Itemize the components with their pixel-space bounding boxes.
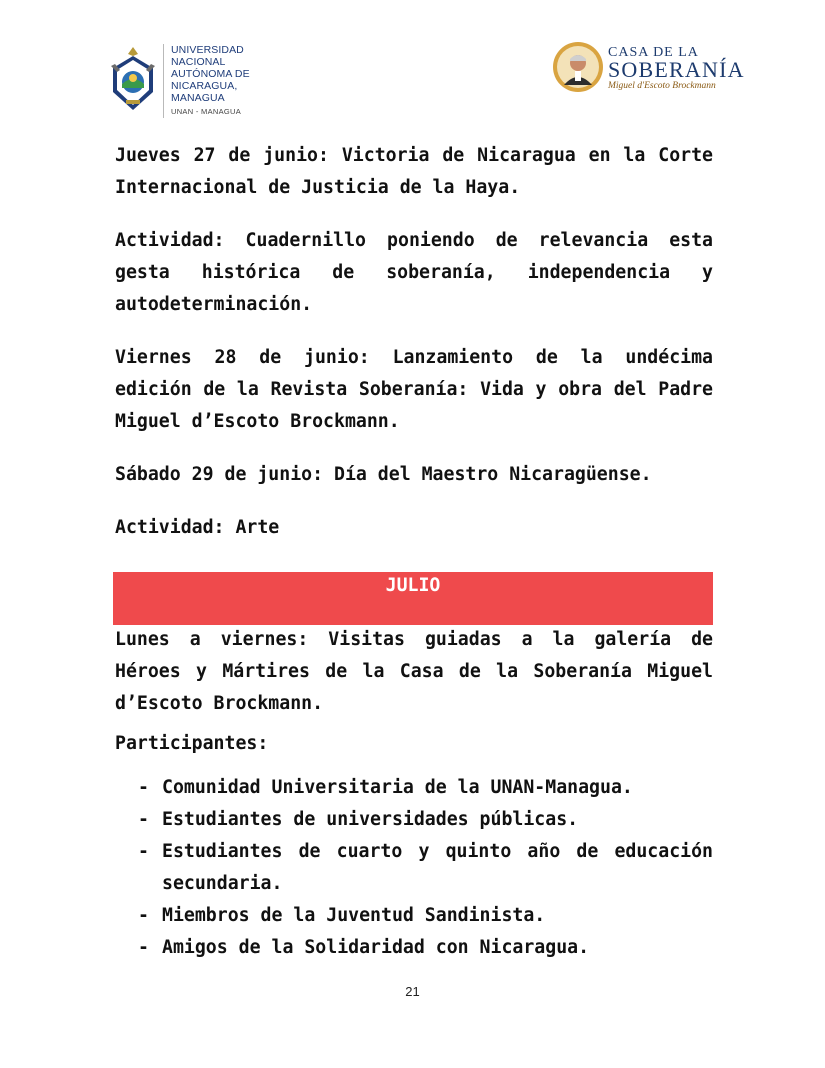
participants-list xyxy=(115,772,713,964)
page-header xyxy=(0,0,825,130)
unan-wordmark xyxy=(171,44,250,117)
unan-line: UNIVERSIDAD xyxy=(171,44,244,56)
paragraph-activity-art: Actividad: Arte xyxy=(115,517,280,538)
month-banner-label: JULIO xyxy=(385,575,441,596)
paragraph-activity-booklet: Actividad: Cuadernillo poniendo de relevancia esta gesta histórica de soberanía, independencia y autodeterminación. xyxy=(115,230,713,315)
bullet-dash: - xyxy=(138,937,149,958)
list-item-text: Comunidad Universitaria de la UNAN-Managua. xyxy=(162,777,633,798)
bullet-dash: - xyxy=(138,809,149,830)
month-banner xyxy=(113,572,713,625)
paragraph-visits: Lunes a viernes: Visitas guiadas a la galería de Héroes y Mártires de la Casa de la Soberanía Miguel d’Escoto Brockmann. xyxy=(115,629,713,714)
paragraph-june-29: Sábado 29 de junio: Día del Maestro Nicaragüense. xyxy=(115,464,652,485)
list-item xyxy=(115,836,713,900)
unan-line: AUTÓNOMA DE xyxy=(171,68,250,80)
unan-line: MANAGUA xyxy=(171,92,225,104)
unan-crest-icon xyxy=(108,44,158,114)
list-item-text: Miembros de la Juventud Sandinista. xyxy=(162,905,546,926)
list-item-text: Amigos de la Solidaridad con Nicaragua. xyxy=(162,937,590,958)
casa-wordmark xyxy=(608,46,745,92)
bullet-dash: - xyxy=(138,841,149,862)
unan-line: NACIONAL xyxy=(171,56,226,68)
paragraph-june-28: Viernes 28 de junio: Lanzamiento de la undécima edición de la Revista Soberanía: Vida y obra del Padre Miguel d’Escoto Brockmann. xyxy=(115,347,713,432)
list-item xyxy=(115,772,713,804)
unan-line: NICARAGUA, xyxy=(171,80,238,92)
bullet-dash: - xyxy=(138,905,149,926)
main-content xyxy=(115,140,713,565)
page-number: 21 xyxy=(405,984,420,999)
paragraph-june-27: Jueves 27 de junio: Victoria de Nicaragua en la Corte Internacional de Justicia de la Haya. xyxy=(115,145,713,198)
bullet-dash: - xyxy=(138,777,149,798)
list-item xyxy=(115,804,713,836)
list-item xyxy=(115,900,713,932)
participants-heading: Participantes: xyxy=(115,733,269,754)
casa-line3: Miguel d'Escoto Brockmann xyxy=(608,81,716,91)
list-item-text: Estudiantes de universidades públicas. xyxy=(162,809,579,830)
casa-portrait-icon xyxy=(552,41,604,93)
casa-line1: CASA DE LA xyxy=(608,45,699,60)
july-content xyxy=(115,624,713,964)
list-item-text: Estudiantes de cuarto y quinto año de educación secundaria. xyxy=(162,841,713,894)
casa-line2: SOBERANÍA xyxy=(608,57,745,82)
header-divider xyxy=(163,44,164,118)
unan-subtitle: UNAN - MANAGUA xyxy=(171,107,242,116)
list-item xyxy=(115,932,713,964)
